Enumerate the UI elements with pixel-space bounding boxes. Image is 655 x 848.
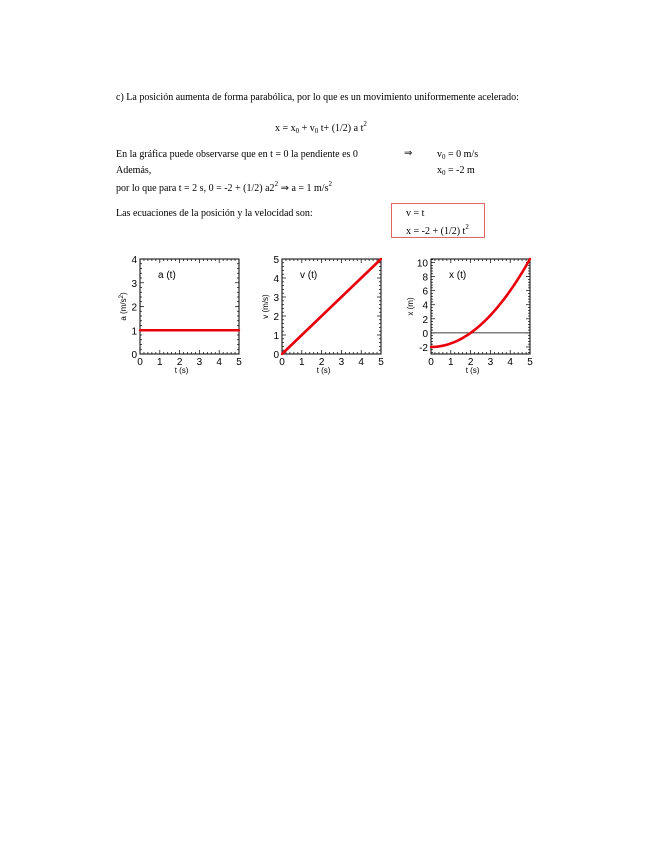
chart-inner-label: v (t) bbox=[300, 270, 318, 281]
y-tick-label: 4 bbox=[131, 255, 137, 266]
data-point bbox=[238, 329, 240, 331]
data-point bbox=[360, 277, 362, 279]
x-tick-label: 3 bbox=[338, 357, 345, 368]
x-tick-label: 2 bbox=[176, 357, 183, 368]
section-c-text: c) La posición aumenta de forma parabólica, por lo que es un movimiento uniformemente acelerado: bbox=[116, 92, 519, 103]
x-tick-label: 0 bbox=[137, 357, 143, 368]
eq-sup: 2 bbox=[363, 120, 367, 128]
y-tick-label: 2 bbox=[131, 302, 137, 314]
data-point bbox=[479, 324, 481, 326]
y-tick-label: 2 bbox=[273, 312, 279, 323]
y-tick-label: 0 bbox=[422, 328, 428, 340]
eq-part: t+ (1/2) a t bbox=[318, 123, 364, 134]
eq-part: + v bbox=[299, 123, 315, 134]
plot-frame bbox=[140, 259, 239, 354]
data-point bbox=[469, 332, 471, 334]
data-point bbox=[440, 345, 442, 347]
x0-sub: 0 bbox=[442, 169, 446, 177]
data-point bbox=[380, 258, 382, 260]
box-x-part: x = -2 + (1/2) t bbox=[406, 226, 466, 237]
y-tick-label: 0 bbox=[131, 350, 137, 361]
ademas-text: Además, bbox=[116, 165, 152, 176]
data-point bbox=[430, 346, 432, 348]
data-point bbox=[301, 334, 303, 336]
t2-sup: 2 bbox=[274, 180, 279, 188]
x-axis-label: t (s) bbox=[465, 366, 480, 375]
data-point bbox=[218, 329, 220, 331]
data-point bbox=[320, 315, 322, 317]
x-tick-label: 3 bbox=[196, 357, 203, 368]
y-tick-label: 8 bbox=[422, 272, 428, 284]
y-axis-label-sup: 2 bbox=[119, 295, 125, 299]
acceleration-chart bbox=[100, 250, 250, 380]
x-tick-label: 2 bbox=[467, 357, 474, 368]
box-velocity-eq: v = t bbox=[406, 208, 425, 219]
y-tick-label: 3 bbox=[131, 278, 137, 290]
y-tick-label: 5 bbox=[273, 255, 279, 266]
y-tick-label: 1 bbox=[131, 326, 137, 338]
data-point bbox=[450, 342, 452, 344]
v0-part: = 0 m/s bbox=[445, 149, 479, 160]
box-position-eq bbox=[406, 223, 469, 237]
plot-frame bbox=[431, 259, 530, 354]
slope-text: En la gráfica puede observarse que en t = 0 la pendiente es 0 bbox=[116, 149, 358, 160]
x-tick-label: 4 bbox=[216, 357, 222, 368]
t2-part: por lo que para t = 2 s, 0 = -2 + (1/2) a2 bbox=[116, 183, 275, 194]
y-tick-label: -2 bbox=[419, 342, 428, 354]
x-tick-label: 3 bbox=[487, 357, 494, 368]
series-line bbox=[431, 259, 530, 347]
chart-inner-label: x (t) bbox=[449, 270, 467, 281]
x-tick-label: 5 bbox=[527, 357, 533, 368]
y-tick-label: 0 bbox=[273, 350, 279, 361]
x0-result bbox=[437, 165, 475, 177]
t2-part: ⇒ a = 1 m/s bbox=[278, 183, 329, 194]
ecuaciones-text: Las ecuaciones de la posición y la velocidad son: bbox=[116, 208, 313, 219]
x-tick-label: 1 bbox=[299, 357, 305, 368]
y-axis-label-close: ) bbox=[119, 292, 128, 296]
y-tick-label: 4 bbox=[273, 274, 279, 285]
eq-part: x = x bbox=[275, 123, 296, 134]
x0-part: x bbox=[437, 165, 442, 176]
y-tick-label: 10 bbox=[416, 258, 428, 270]
x-tick-label: 2 bbox=[318, 357, 325, 368]
data-point bbox=[198, 329, 200, 331]
t2-text bbox=[116, 180, 332, 194]
data-point bbox=[178, 329, 180, 331]
data-point bbox=[460, 338, 462, 340]
x-tick-label: 4 bbox=[358, 357, 364, 368]
y-axis-label: x (m) bbox=[406, 297, 415, 316]
position-chart bbox=[395, 250, 545, 380]
x-tick-label: 5 bbox=[378, 357, 384, 368]
y-tick-label: 4 bbox=[422, 300, 428, 312]
eq-sub: 0 bbox=[295, 127, 300, 135]
x0-part: = -2 m bbox=[445, 165, 475, 176]
v0-sub: 0 bbox=[442, 153, 446, 161]
x-tick-label: 4 bbox=[507, 357, 513, 368]
x-tick-label: 5 bbox=[236, 357, 242, 368]
implies-arrow: ⇒ bbox=[404, 148, 413, 159]
position-equation bbox=[275, 120, 367, 135]
eq-sub: 0 bbox=[314, 127, 319, 135]
data-point bbox=[139, 329, 141, 331]
y-tick-label: 3 bbox=[273, 293, 279, 304]
x-tick-label: 0 bbox=[279, 357, 285, 368]
y-axis-label: v (m/s) bbox=[261, 294, 270, 319]
y-tick-label: 1 bbox=[273, 331, 279, 342]
data-point bbox=[499, 303, 501, 305]
v0-result bbox=[437, 149, 478, 161]
x-tick-label: 1 bbox=[157, 357, 163, 368]
v0-part: v bbox=[437, 149, 442, 160]
x-axis-label: t (s) bbox=[174, 366, 189, 375]
equations-box bbox=[391, 203, 485, 238]
data-point bbox=[340, 296, 342, 298]
chart-inner-label: a (t) bbox=[158, 270, 176, 281]
y-tick-label: 6 bbox=[422, 286, 428, 298]
data-point bbox=[489, 314, 491, 316]
data-point bbox=[529, 258, 531, 260]
box-x-sup: 2 bbox=[465, 223, 469, 231]
y-axis-label: a $(m/s^2)$ bbox=[119, 292, 128, 321]
data-point bbox=[159, 329, 161, 331]
series-line bbox=[282, 259, 381, 354]
x-axis-label: t (s) bbox=[316, 366, 331, 375]
data-point bbox=[509, 289, 511, 291]
t2-sup: 2 bbox=[328, 180, 332, 188]
velocity-chart bbox=[250, 250, 400, 380]
y-tick-label: 2 bbox=[422, 314, 428, 326]
data-point bbox=[519, 275, 521, 277]
x-tick-label: 0 bbox=[428, 357, 434, 368]
x-tick-label: 1 bbox=[448, 357, 454, 368]
data-point bbox=[281, 353, 283, 355]
